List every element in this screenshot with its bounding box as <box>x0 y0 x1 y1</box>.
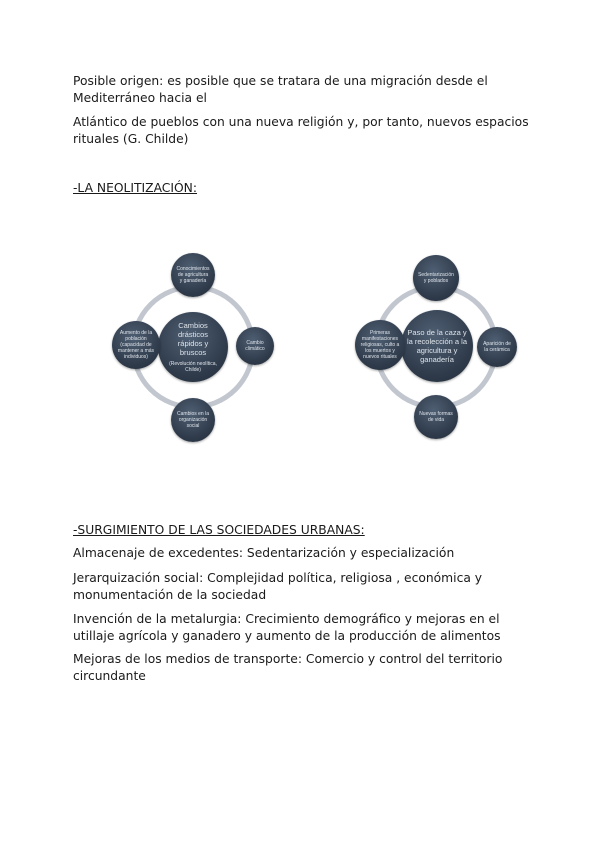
diagram-node-left: Primeras manifestaciones religiosas, culto a los muertos y nuevos rituales <box>355 320 405 370</box>
diagram-node-top: Conocimientos de agricultura y ganadería <box>171 253 215 297</box>
intro-line-2: Atlántico de pueblos con una nueva religión y, por tanto, nuevos espacios rituales (G. Childe) <box>73 115 529 146</box>
urbanas-item: Jerarquización social: Complejidad política, religiosa , económica y monumentación de la sociedad <box>73 571 483 602</box>
diagram-node-right: Aparición de la cerámica <box>477 327 517 367</box>
urbanas-item: Almacenaje de excedentes: Sedentarización y especialización <box>73 546 455 560</box>
center-node-subtitle: (Revolución neolítica, Childe) <box>169 361 217 373</box>
diagram-node-bottom: Nuevas formas de vida <box>414 395 458 439</box>
diagram-node-right: Cambio climático <box>236 327 274 365</box>
neolitizacion-diagram-right <box>353 250 519 445</box>
diagram-center-node <box>158 312 228 382</box>
center-node-title: Cambios drásticos rápidos y bruscos <box>177 321 209 357</box>
diagram-node-left: Aumento de la población (capacidad de mantener a más individuos) <box>112 321 160 369</box>
diagram-node-top: Sedentarización y poblados <box>413 255 459 301</box>
urbanas-heading: -SURGIMIENTO DE LAS SOCIEDADES URBANAS: <box>73 523 365 537</box>
urbanas-item: Mejoras de los medios de transporte: Comercio y control del territorio circundante <box>73 652 503 683</box>
diagram-center-node: Paso de la caza y la recolección a la agricultura y ganadería <box>401 310 473 382</box>
neolitizacion-diagram-left <box>110 250 276 445</box>
intro-line-1: Posible origen: es posible que se tratara de una migración desde el Mediterráneo hacia el <box>73 74 488 105</box>
diagram-node-bottom: Cambios en la organización social <box>171 398 215 442</box>
urbanas-item: Invención de la metalurgia: Crecimiento demográfico y mejoras en el utillaje agrícola y ganadero y aumento de la producción de alimentos <box>73 612 501 643</box>
neolitizacion-heading: -LA NEOLITIZACIÓN: <box>73 181 198 195</box>
